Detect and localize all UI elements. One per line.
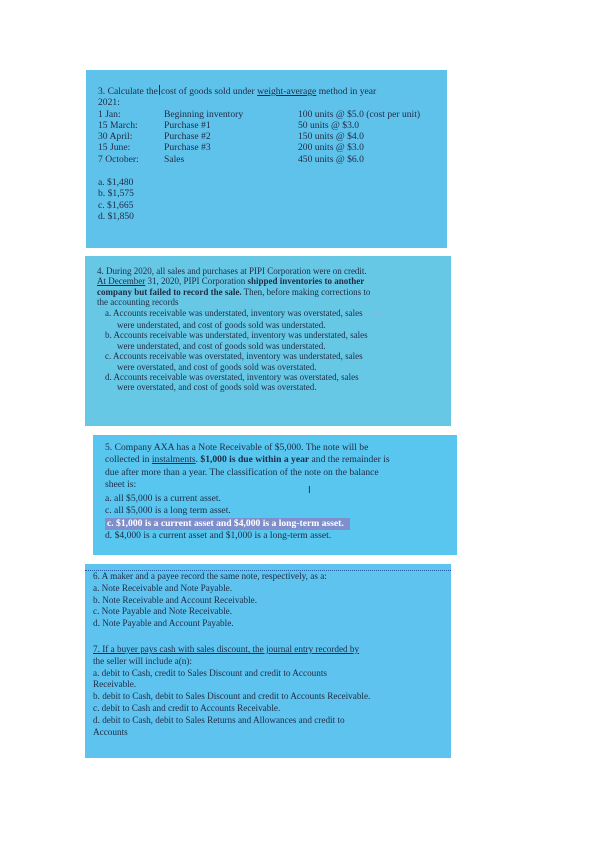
question-6-title: 6. A maker and a payee record the same note, respectively, as a: xyxy=(93,571,327,581)
row-event: Sales xyxy=(164,153,185,165)
row-event: Purchase #1 xyxy=(164,119,211,131)
inventory-row xyxy=(98,131,437,142)
row-date: 7 October: xyxy=(98,153,139,165)
answer-option[interactable]: a. Note Receivable and Note Payable. xyxy=(93,582,233,593)
answer-option[interactable]: d. Note Payable and Account Payable. xyxy=(93,618,234,629)
answer-option[interactable]: c. Note Payable and Note Receivable. xyxy=(93,606,233,617)
toolbar-icon: ▭ ▾ xyxy=(368,310,381,318)
inventory-table xyxy=(98,109,437,165)
row-units: 200 units @ $3.0 xyxy=(298,142,364,154)
text-cursor xyxy=(159,85,160,95)
inventory-row xyxy=(98,120,437,131)
row-units: 450 units @ $6.0 xyxy=(298,153,364,165)
question-5-text: sheet is: xyxy=(105,478,137,490)
row-event: Purchase #3 xyxy=(164,142,211,154)
underlined-term: weight-average xyxy=(257,86,317,97)
row-date: 1 Jan: xyxy=(98,108,121,120)
question-5-text xyxy=(105,454,449,466)
question-5-text: 5. Company AXA has a Note Receivable of $5,000. The note will be xyxy=(105,442,369,453)
question-7-title: the seller will include a(n): xyxy=(93,655,192,666)
question-4-text: the accounting records xyxy=(97,297,179,308)
question-6-7-panel xyxy=(85,564,451,758)
row-units: 50 units @ $3.0 xyxy=(298,119,360,131)
option-d[interactable]: d. debit to Cash, debit to Sales Returns and Allowances and credit to xyxy=(93,714,345,725)
text-span: 31, 2020, PIPI Corporation xyxy=(145,276,248,287)
answer-option[interactable]: d. $1,850 xyxy=(98,210,134,222)
text-span: collected in xyxy=(105,454,152,466)
option-a-cont: were understated, and cost of goods sold was understated. xyxy=(117,320,326,331)
row-date: 30 April: xyxy=(98,131,133,143)
text-span: Then, before making corrections to xyxy=(241,286,371,297)
option-b-cont: were understated, and cost of goods sold was understated. xyxy=(117,340,326,351)
option-d[interactable]: d. Accounts receivable was overstated, inventory was overstated, sales xyxy=(105,372,359,383)
option-a[interactable]: a. debit to Cash, credit to Sales Discount and credit to Accounts xyxy=(93,667,327,678)
option-text: a. Accounts receivable was understated, inventory was overstated, sales xyxy=(105,307,363,318)
inventory-row xyxy=(98,142,437,153)
title-text: 3. Calculate the xyxy=(98,86,158,97)
option-c[interactable]: c. debit to Cash and credit to Accounts Receivable. xyxy=(93,702,281,713)
text-span: . xyxy=(195,454,201,466)
selected-answer-highlight: c. $1,000 is a current asset and $4,000 is a long-term asset. xyxy=(105,518,350,530)
title-text: cost of goods sold under xyxy=(160,86,255,97)
option-b[interactable]: b. debit to Cash, debit to Sales Discount and credit to Accounts Receivable. xyxy=(93,691,371,702)
row-date: 15 June: xyxy=(98,142,131,154)
option-d-cont: Accounts xyxy=(93,726,128,737)
question-4-text xyxy=(97,287,441,297)
answer-option[interactable]: d. $4,000 is a current asset and $1,000 is a long-term asset. xyxy=(105,530,332,542)
underlined-term: instalments xyxy=(151,454,196,466)
question-4-text xyxy=(97,276,441,286)
row-date: 15 March: xyxy=(98,119,138,131)
ibeam-cursor-icon: I xyxy=(308,485,311,496)
row-event: Beginning inventory xyxy=(164,108,244,120)
option-a[interactable] xyxy=(97,308,441,320)
bold-text: shipped inventories to another xyxy=(247,276,365,287)
question-5-panel xyxy=(93,435,457,555)
question-3-panel xyxy=(86,70,447,248)
answer-options xyxy=(105,493,449,542)
question-4-text: 4. During 2020, all sales and purchases at PIPI Corporation were on credit. xyxy=(97,266,367,276)
question-4-panel xyxy=(85,256,451,426)
question-7-title: 7. If a buyer pays cash with sales discount, the journal entry recorded by xyxy=(93,643,360,654)
bold-text: $1,000 is due within a year xyxy=(200,454,310,466)
option-d-cont: were overstated, and cost of goods sold was overstated. xyxy=(117,382,317,393)
underlined-term: At December xyxy=(97,276,146,287)
answer-option[interactable] xyxy=(105,518,449,530)
answer-option[interactable]: a. $1,480 xyxy=(98,177,134,189)
bold-text: company but failed to record the sale. xyxy=(97,286,242,297)
inventory-row xyxy=(98,154,437,165)
option-c-cont: were overstated, and cost of goods sold was overstated. xyxy=(117,361,317,372)
option-b[interactable]: b. Accounts receivable was understated, inventory was understated, sales xyxy=(105,330,368,341)
option-a-cont: Receivable. xyxy=(93,679,137,690)
inventory-row xyxy=(98,109,437,120)
answer-options xyxy=(98,177,437,222)
answer-option[interactable]: a. all $5,000 is a current asset. xyxy=(105,493,221,505)
answer-option[interactable]: b. $1,575 xyxy=(98,188,134,200)
title-text: method in year xyxy=(318,86,377,97)
answer-option[interactable]: b. Note Receivable and Account Receivable. xyxy=(93,594,258,605)
answer-option[interactable]: c. $1,665 xyxy=(98,199,134,211)
row-event: Purchase #2 xyxy=(164,131,211,143)
answer-options xyxy=(93,583,443,630)
question-5-text: due after more than a year. The classification of the note on the balance xyxy=(105,466,379,478)
text-span: and the remainder is xyxy=(309,454,390,466)
option-c[interactable]: c. Accounts receivable was overstated, inventory was understated, sales xyxy=(105,351,363,362)
answer-option[interactable]: c. all $5,000 is a long term asset. xyxy=(105,505,231,517)
row-units: 150 units @ $4.0 xyxy=(298,131,364,143)
question-3-year: 2021: xyxy=(98,97,120,109)
row-units: 100 units @ $5.0 (cost per unit) xyxy=(298,108,421,120)
question-3-title xyxy=(98,85,437,97)
